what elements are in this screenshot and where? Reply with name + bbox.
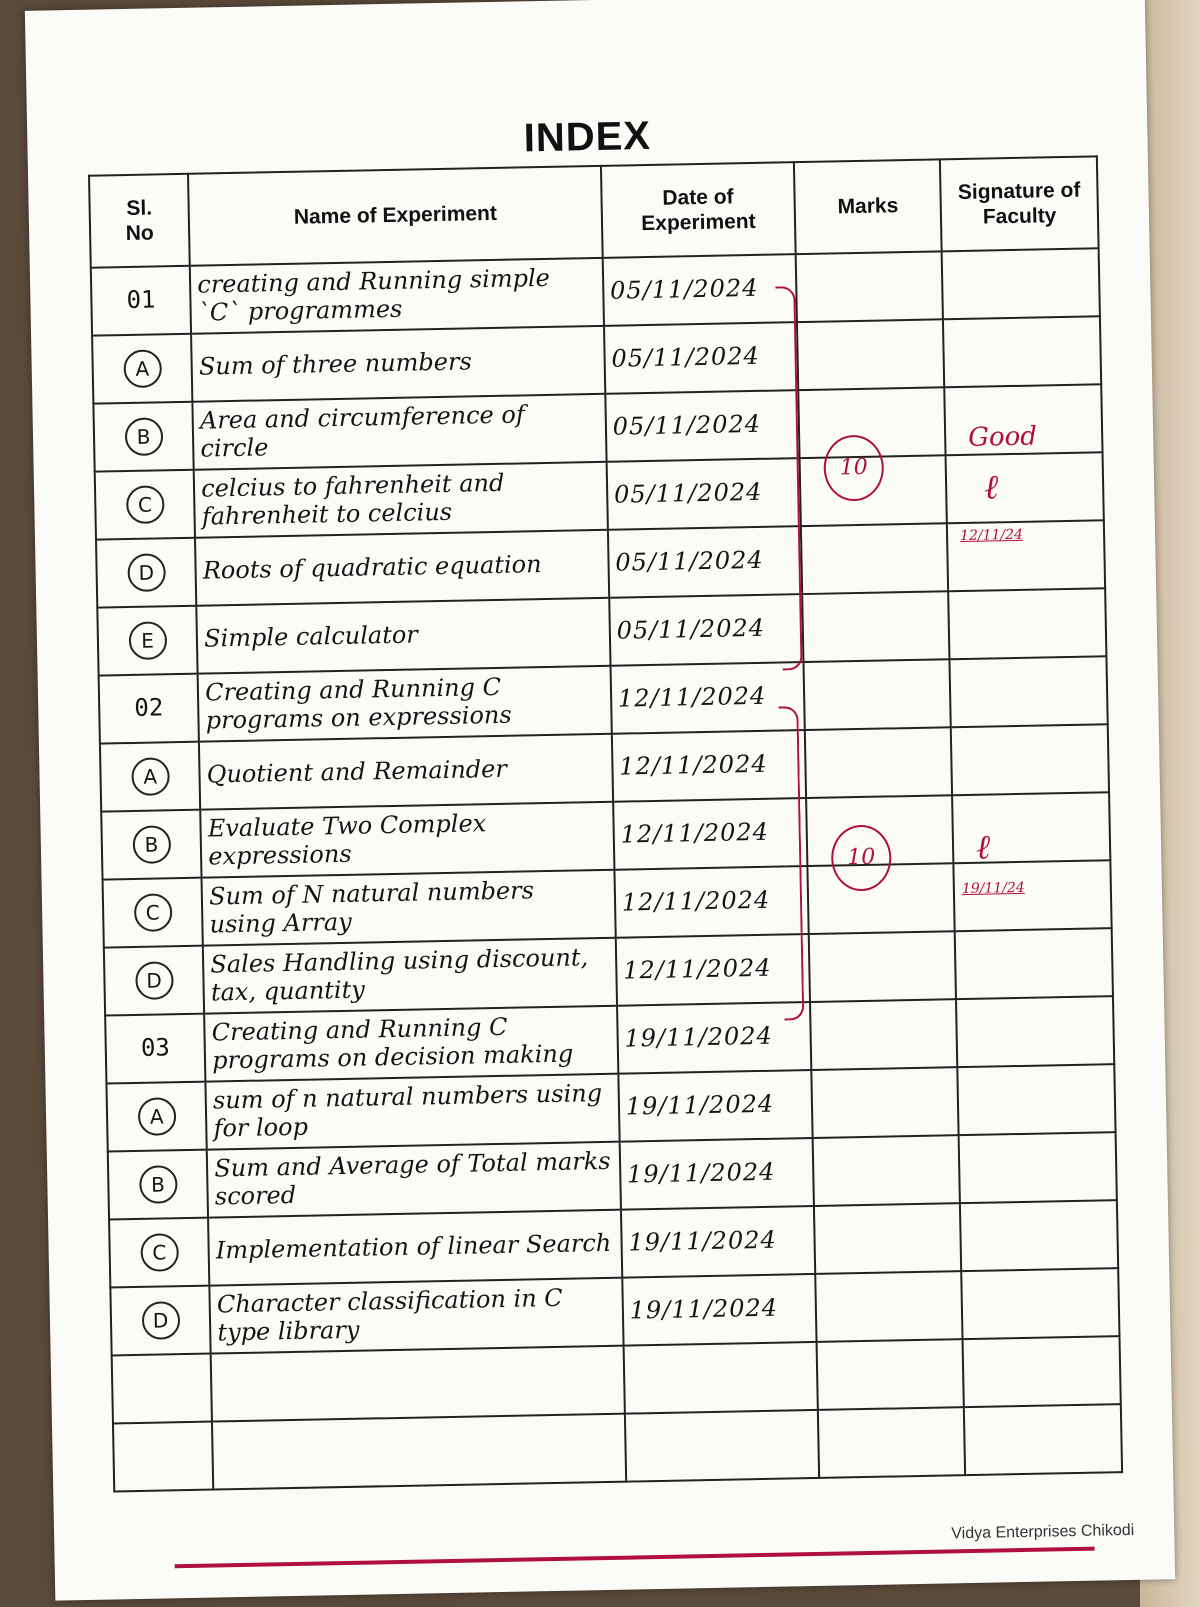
row-marks — [817, 1339, 965, 1410]
group1-marks: 10 — [823, 434, 884, 501]
row-experiment-name: Quotient and Remainder — [199, 734, 613, 810]
row-signature — [960, 1200, 1118, 1271]
row-sl-no — [106, 1082, 207, 1152]
row-sl-no — [110, 1286, 211, 1356]
footer-divider — [175, 1547, 1095, 1569]
row-experiment-name: Sum and Average of Total marks scored — [207, 1142, 621, 1218]
row-sl-no — [92, 334, 193, 404]
row-sl-no — [113, 1422, 214, 1492]
row-signature — [950, 656, 1108, 727]
row-date: 05/11/2024 — [603, 254, 798, 326]
col-header-name: Name of Experiment — [188, 166, 602, 266]
row-date: 19/11/2024 — [618, 1070, 813, 1142]
row-experiment-name — [211, 1346, 625, 1422]
sub-item-label: A — [137, 1097, 176, 1136]
sub-item-label: C — [133, 893, 172, 932]
experiment-number: 03 — [140, 1033, 171, 1063]
row-date: 19/11/2024 — [621, 1206, 816, 1278]
row-date: 05/11/2024 — [609, 594, 804, 666]
group2-signature-mark: ℓ — [975, 827, 991, 868]
group2-sign-date: 19/11/24 — [961, 879, 1025, 898]
row-experiment-name: Implementation of linear Search — [208, 1210, 622, 1286]
row-experiment-name: Sum of N natural numbers using Array — [202, 870, 616, 946]
row-experiment-name: sum of n natural numbers using for loop — [206, 1074, 620, 1150]
row-signature — [959, 1132, 1117, 1203]
row-sl-no — [96, 538, 197, 608]
sub-item-label: E — [128, 621, 167, 660]
row-sl-no — [97, 606, 198, 676]
row-sl-no — [99, 674, 200, 744]
row-experiment-name: Roots of quadratic equation — [195, 530, 609, 606]
sub-item-label: C — [140, 1233, 179, 1272]
notebook-page — [25, 0, 1175, 1601]
sub-item-label: B — [124, 417, 163, 456]
row-experiment-name: Simple calculator — [197, 598, 611, 674]
row-date: 19/11/2024 — [619, 1138, 814, 1210]
sub-item-label: C — [126, 485, 165, 524]
row-experiment-name: Area and circumference of circle — [193, 394, 607, 470]
row-signature — [942, 248, 1100, 319]
row-experiment-name: Creating and Running C programs on expressions — [198, 666, 612, 742]
experiment-number: 01 — [126, 285, 156, 315]
sub-item-label: D — [141, 1301, 180, 1340]
row-marks — [797, 319, 945, 390]
sub-item-label: B — [132, 825, 171, 864]
row-experiment-name: Sales Handling using discount, tax, quantity — [203, 938, 617, 1014]
row-date — [623, 1342, 818, 1414]
sub-item-label: A — [123, 349, 162, 388]
row-date — [625, 1410, 820, 1482]
row-signature — [948, 588, 1106, 659]
group1-remark: Good — [967, 421, 1038, 453]
col-header-marks: Marks — [794, 159, 942, 254]
row-marks — [796, 251, 944, 322]
row-sl-no — [100, 742, 201, 812]
row-marks — [804, 659, 952, 730]
row-sl-no — [95, 470, 196, 540]
row-experiment-name: Character classification in C type library — [210, 1278, 624, 1354]
row-sl-no — [103, 878, 204, 948]
row-marks — [814, 1203, 962, 1274]
sub-item-label: A — [131, 757, 170, 796]
sub-item-label: D — [135, 961, 174, 1000]
row-sl-no — [108, 1150, 209, 1220]
row-experiment-name: creating and Running simple `C` programmes — [190, 258, 604, 334]
row-sl-no — [105, 1014, 206, 1084]
row-sl-no — [91, 266, 192, 336]
row-sl-no — [112, 1354, 213, 1424]
col-header-signature: Signature of Faculty — [940, 156, 1098, 251]
sub-item-label: D — [127, 553, 166, 592]
row-signature — [964, 1404, 1122, 1475]
row-date: 05/11/2024 — [606, 458, 801, 530]
row-date: 12/11/2024 — [616, 934, 811, 1006]
row-signature — [951, 724, 1109, 795]
row-signature — [955, 928, 1113, 999]
row-marks — [809, 931, 957, 1002]
footer-publisher: Vidya Enterprises Chikodi — [951, 1521, 1135, 1543]
row-date: 12/11/2024 — [613, 798, 808, 870]
row-signature — [946, 452, 1104, 523]
group2-marks: 10 — [831, 824, 892, 891]
row-date: 05/11/2024 — [604, 322, 799, 394]
row-experiment-name: Sum of three numbers — [191, 326, 605, 402]
row-experiment-name: Evaluate Two Complex expressions — [200, 802, 614, 878]
row-sl-no — [93, 402, 194, 472]
row-marks — [811, 1067, 959, 1138]
row-signature — [958, 1064, 1116, 1135]
row-signature — [943, 316, 1101, 387]
group1-signature-mark: ℓ — [983, 467, 999, 508]
row-signature — [961, 1268, 1119, 1339]
row-marks — [805, 727, 953, 798]
row-marks — [801, 523, 949, 594]
row-experiment-name — [212, 1414, 626, 1490]
row-marks — [810, 999, 958, 1070]
col-header-date: Date of Experiment — [601, 162, 796, 258]
row-marks — [815, 1271, 963, 1342]
row-signature — [963, 1336, 1121, 1407]
row-marks — [813, 1135, 961, 1206]
index-table — [88, 155, 1123, 1492]
row-sl-no — [101, 810, 202, 880]
row-date: 19/11/2024 — [622, 1274, 817, 1346]
row-marks — [802, 591, 950, 662]
group1-sign-date: 12/11/24 — [959, 526, 1024, 545]
row-date: 12/11/2024 — [610, 662, 805, 734]
row-sl-no — [104, 946, 205, 1016]
experiment-number: 02 — [134, 693, 164, 723]
col-header-sl-no: Sl. No — [89, 174, 190, 268]
row-date: 05/11/2024 — [605, 390, 800, 462]
row-experiment-name: celcius to fahrenheit and fahrenheit to celcius — [194, 462, 608, 538]
row-signature — [956, 996, 1114, 1067]
row-date: 19/11/2024 — [617, 1002, 812, 1074]
row-date: 12/11/2024 — [614, 866, 809, 938]
row-experiment-name: Creating and Running C programs on decision making — [204, 1006, 618, 1082]
row-date: 12/11/2024 — [612, 730, 807, 802]
row-marks — [818, 1407, 966, 1478]
row-date: 05/11/2024 — [608, 526, 803, 598]
row-sl-no — [109, 1218, 210, 1288]
sub-item-label: B — [139, 1165, 178, 1204]
page-title: INDEX — [523, 113, 652, 161]
